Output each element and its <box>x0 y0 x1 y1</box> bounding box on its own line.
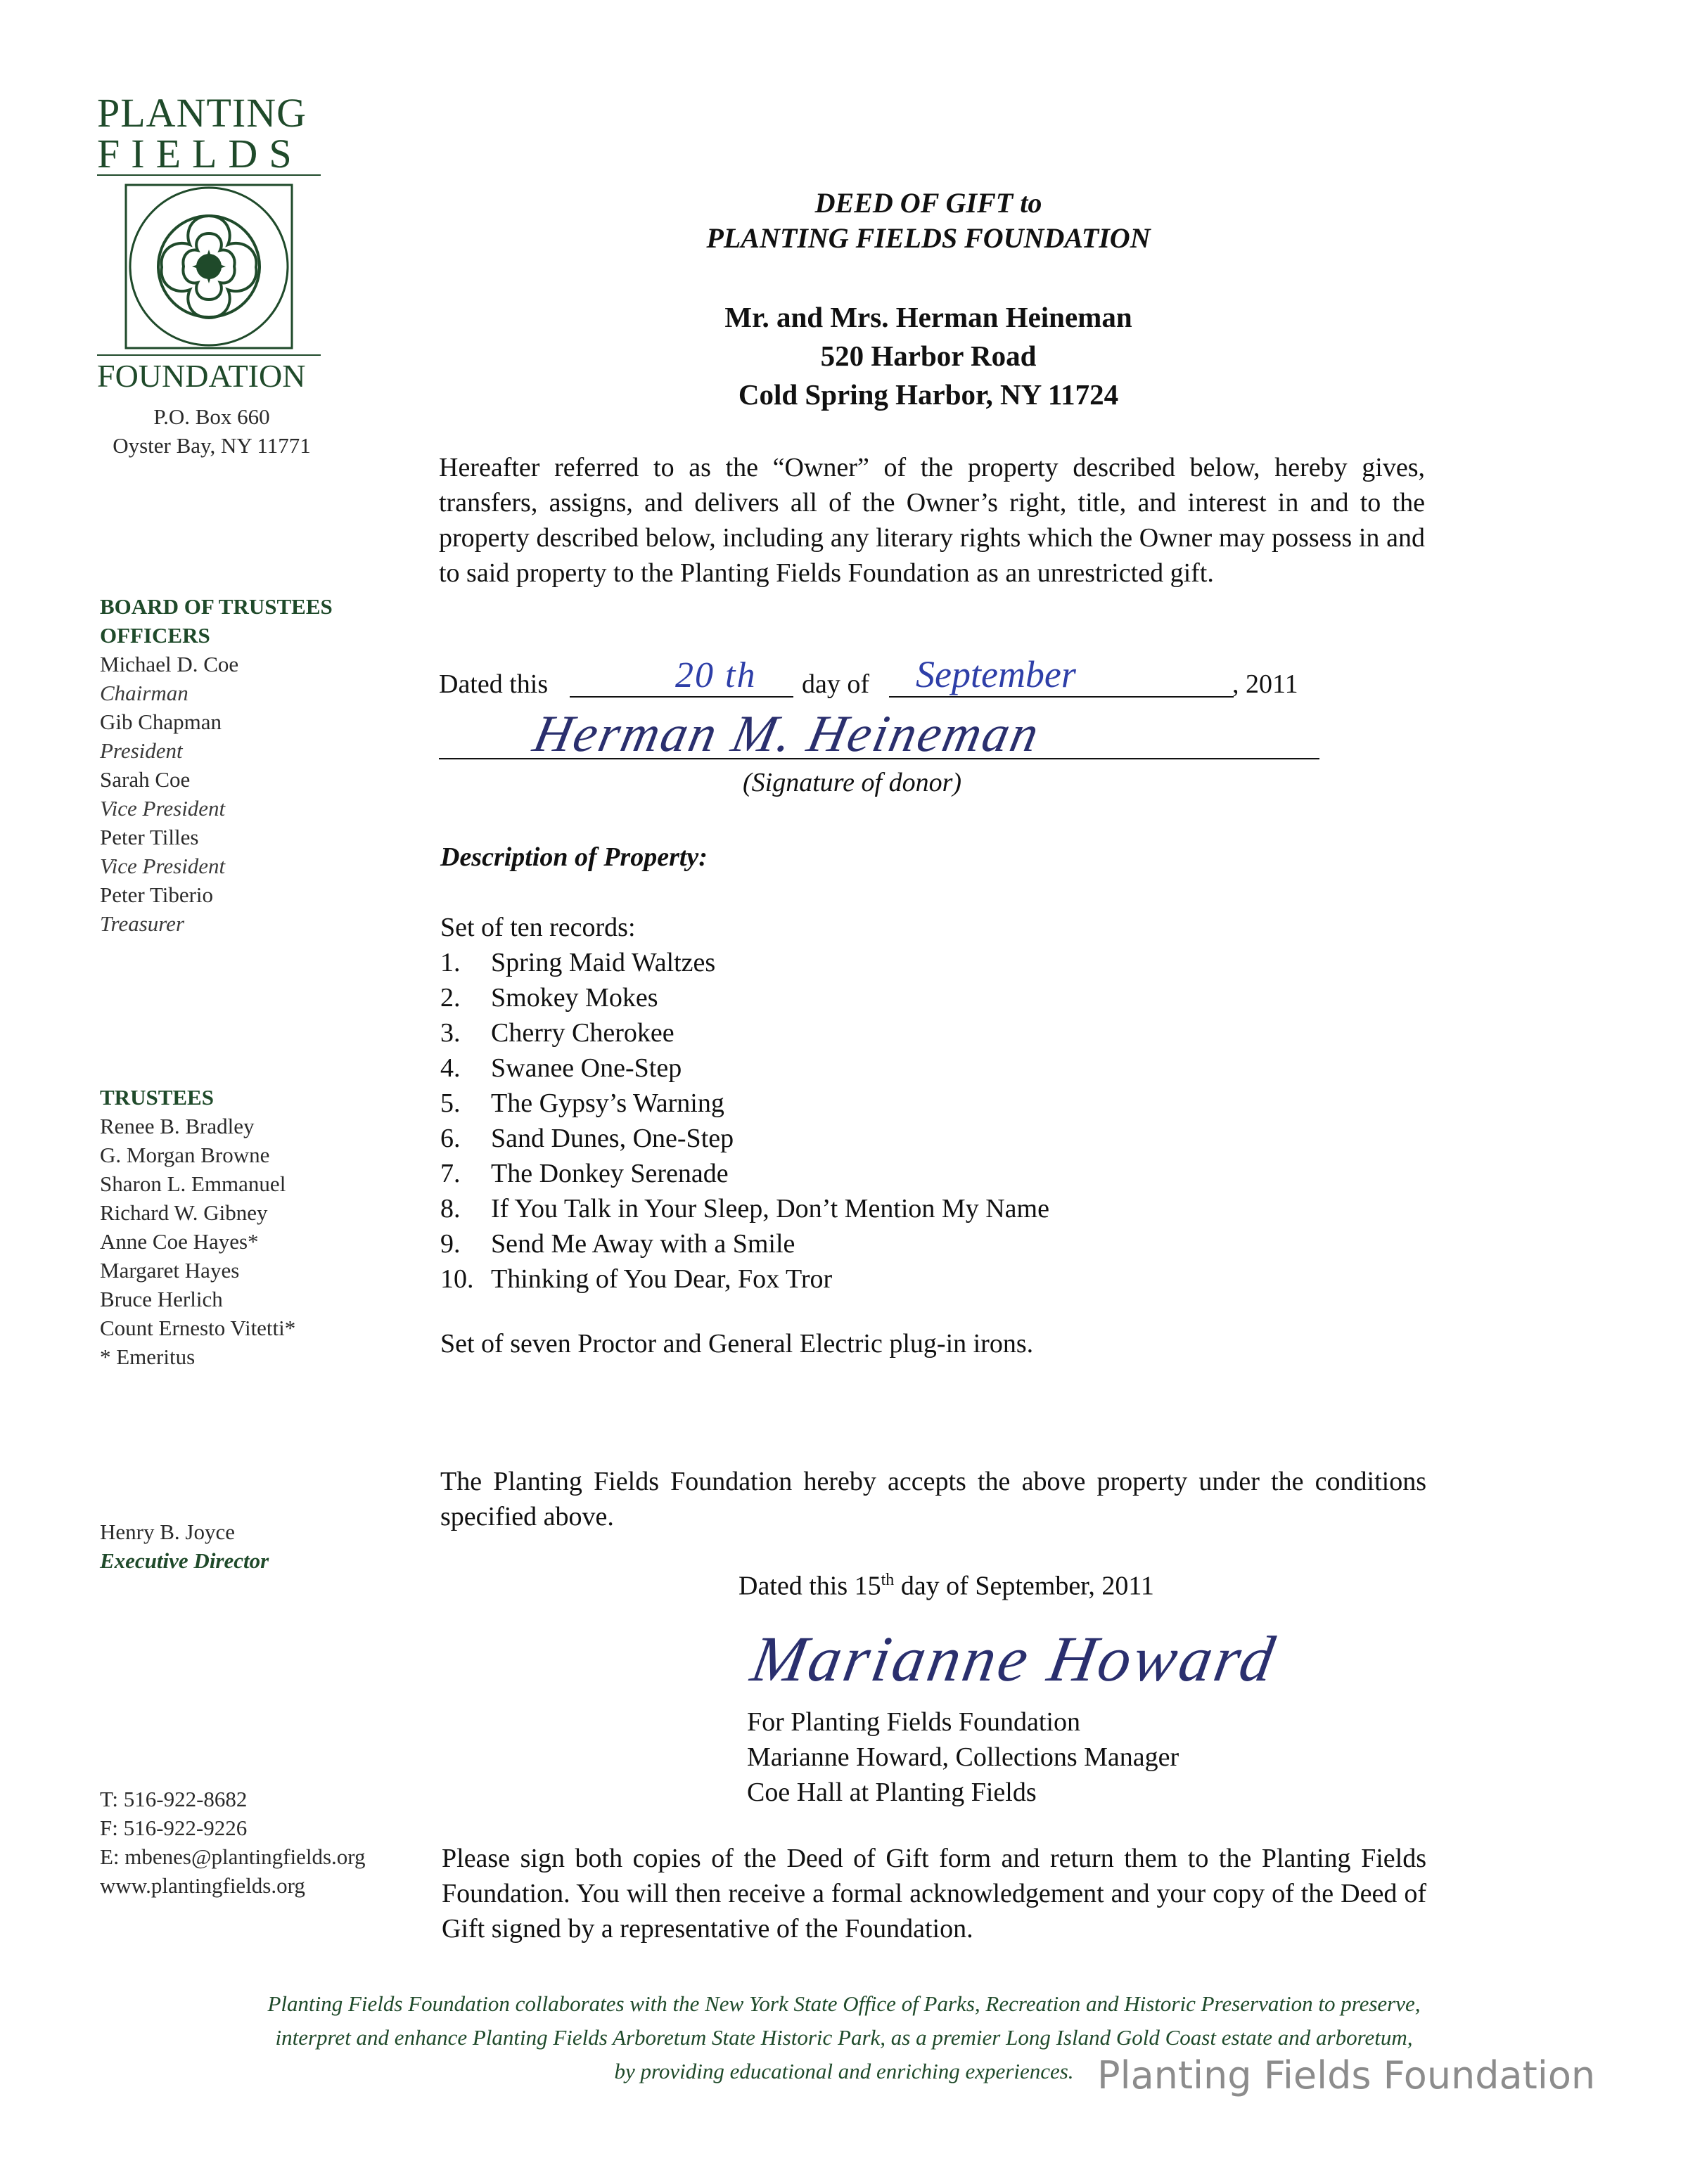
document-title <box>513 186 1343 256</box>
logo-line-1: PLANTING <box>97 90 307 136</box>
list-item <box>440 1086 1355 1121</box>
list-number: 1. <box>440 948 461 977</box>
hall-line: Coe Hall at Planting Fields <box>747 1778 1037 1807</box>
list-text: Smokey Mokes <box>491 983 658 1013</box>
fax-number: F: 516-922-9226 <box>100 1816 248 1840</box>
officer-title: Vice President <box>100 854 226 878</box>
list-item <box>440 1191 1355 1226</box>
manager-line: Marianne Howard, Collections Manager <box>747 1742 1179 1772</box>
acceptance-date-suffix-sup: th <box>881 1571 895 1589</box>
list-text: Send Me Away with a Smile <box>491 1229 795 1259</box>
list-number: 8. <box>440 1194 461 1223</box>
officers-heading: OFFICERS <box>100 623 210 648</box>
trustee-name: Bruce Herlich <box>100 1287 223 1311</box>
list-number: 4. <box>440 1053 461 1083</box>
officer-title: Chairman <box>100 681 188 705</box>
list-text: If You Talk in Your Sleep, Don’t Mention My Name <box>491 1194 1049 1223</box>
logo-line-3: FOUNDATION <box>97 358 306 394</box>
rose-emblem-icon <box>124 183 294 350</box>
day-underline <box>570 696 793 698</box>
handwritten-day: 20 th <box>675 655 757 695</box>
donor-city: Cold Spring Harbor, NY 11724 <box>738 378 1119 411</box>
officer-title: Treasurer <box>100 911 185 936</box>
list-text: Swanee One-Step <box>491 1053 682 1083</box>
website-link[interactable]: www.plantingfields.org <box>100 1873 305 1898</box>
donor-dated-line <box>439 653 1339 703</box>
logo-rule-bottom <box>97 354 321 356</box>
trustees-section <box>100 1083 295 1371</box>
donor-address <box>513 298 1343 414</box>
email-link[interactable]: E: mbenes@plantingfields.org <box>100 1844 366 1869</box>
description-heading: Description of Property: <box>440 842 708 872</box>
handwritten-month: September <box>916 653 1076 695</box>
list-item <box>440 1226 1355 1261</box>
officer-name: Gib Chapman <box>100 709 222 734</box>
signature-line <box>439 758 1319 759</box>
officer-name: Sarah Coe <box>100 767 191 792</box>
list-number: 7. <box>440 1159 461 1188</box>
trustee-name: Count Ernesto Vitetti* <box>100 1316 296 1340</box>
dated-mid: day of <box>802 669 870 699</box>
watermark: Planting Fields Foundation <box>1097 2053 1596 2098</box>
trustee-name: Renee B. Bradley <box>100 1114 255 1138</box>
list-number: 2. <box>440 983 461 1013</box>
address-line: P.O. Box 660 <box>153 404 270 429</box>
list-number: 9. <box>440 1229 461 1259</box>
phone-number: T: 516-922-8682 <box>100 1787 248 1811</box>
list-item <box>440 1261 1355 1297</box>
director-block <box>100 1517 269 1575</box>
officer-title: Vice President <box>100 796 226 821</box>
list-number: 3. <box>440 1018 461 1048</box>
footer-line: by providing educational and enriching experiences. <box>614 2059 1074 2083</box>
list-item <box>440 1156 1355 1191</box>
intro-paragraph: Hereafter referred to as the “Owner” of the property described below, hereby gives, transfers, assigns, and delivers all of the Owner’s right, title, and interest in and to the property described below, including any literary rights which the Owner may possess in and to said property to the Planting Fields Foundation as an unrestricted gift. <box>439 453 1425 588</box>
trustee-name: G. Morgan Browne <box>100 1143 270 1167</box>
instructions-paragraph: Please sign both copies of the Deed of Gift form and return them to the Planting Fields Foundation. You will then receive a formal acknowledgement and your copy of the Deed of Gift signed by a representative of the Foundation. <box>442 1844 1426 1944</box>
irons-item: Set of seven Proctor and General Electric plug-in irons. <box>440 1329 1034 1358</box>
trustee-name: Sharon L. Emmanuel <box>100 1171 286 1196</box>
logo-rule-top <box>97 174 321 176</box>
board-section <box>100 592 333 938</box>
officer-name: Peter Tiberio <box>100 882 214 907</box>
list-item <box>440 1051 1355 1086</box>
list-item <box>440 980 1355 1015</box>
list-text: The Donkey Serenade <box>491 1159 729 1188</box>
donor-signature: Herman M. Heineman <box>528 705 1046 763</box>
board-heading: BOARD OF TRUSTEES <box>100 594 333 619</box>
footer-line: interpret and enhance Planting Fields Arboretum State Historic Park, as a premier Long Island Gold Coast estate and arboretum, <box>275 2025 1413 2050</box>
manager-signature: Marianne Howard <box>746 1623 1283 1695</box>
signature-caption: (Signature of donor) <box>743 768 962 797</box>
trustee-name: Richard W. Gibney <box>100 1200 268 1225</box>
records-list <box>440 945 1355 1297</box>
trustee-name: Margaret Hayes <box>100 1258 240 1283</box>
officer-title: President <box>100 738 183 763</box>
list-text: Thinking of You Dear, Fox Tror <box>491 1264 833 1294</box>
for-foundation-line: For Planting Fields Foundation <box>747 1707 1080 1737</box>
footer-line: Planting Fields Foundation collaborates with the New York State Office of Parks, Recreation and Historic Preservation to preserve, <box>267 1991 1421 2016</box>
acceptance-paragraph: The Planting Fields Foundation hereby accepts the above property under the conditions specified above. <box>440 1467 1426 1531</box>
foundation-address <box>100 402 324 460</box>
records-intro: Set of ten records: <box>440 913 636 942</box>
list-number: 5. <box>440 1088 461 1118</box>
list-text: Sand Dunes, One-Step <box>491 1124 734 1153</box>
list-text: Cherry Cherokee <box>491 1018 674 1048</box>
acceptance-date-suffix: day of September, 2011 <box>894 1571 1154 1601</box>
list-number: 10. <box>440 1264 474 1294</box>
list-text: Spring Maid Waltzes <box>491 948 716 977</box>
officer-name: Peter Tilles <box>100 825 199 849</box>
title-line-2: PLANTING FIELDS FOUNDATION <box>706 222 1151 254</box>
logo <box>97 90 322 394</box>
dated-year: , 2011 <box>1232 669 1298 699</box>
list-item <box>440 945 1355 980</box>
list-number: 6. <box>440 1124 461 1153</box>
list-item <box>440 1121 1355 1156</box>
trustees-heading: TRUSTEES <box>100 1085 214 1110</box>
emeritus-note: * Emeritus <box>100 1344 196 1369</box>
month-underline <box>889 696 1234 698</box>
contact-block <box>100 1785 366 1900</box>
donor-street: 520 Harbor Road <box>820 340 1037 372</box>
officer-name: Michael D. Coe <box>100 652 239 676</box>
address-line: Oyster Bay, NY 11771 <box>113 433 311 458</box>
signatory-block <box>747 1704 1179 1810</box>
acceptance-date-prefix: Dated this 15 <box>738 1571 881 1601</box>
list-item <box>440 1015 1355 1051</box>
title-line-1: DEED OF GIFT to <box>814 187 1042 219</box>
logo-line-2: FIELDS <box>97 131 303 176</box>
donor-name: Mr. and Mrs. Herman Heineman <box>724 301 1132 333</box>
acceptance-date <box>738 1562 1154 1604</box>
list-text: The Gypsy’s Warning <box>491 1088 724 1118</box>
director-title: Executive Director <box>100 1548 269 1573</box>
trustee-name: Anne Coe Hayes* <box>100 1229 259 1254</box>
director-name: Henry B. Joyce <box>100 1520 235 1544</box>
dated-prefix: Dated this <box>439 669 549 699</box>
